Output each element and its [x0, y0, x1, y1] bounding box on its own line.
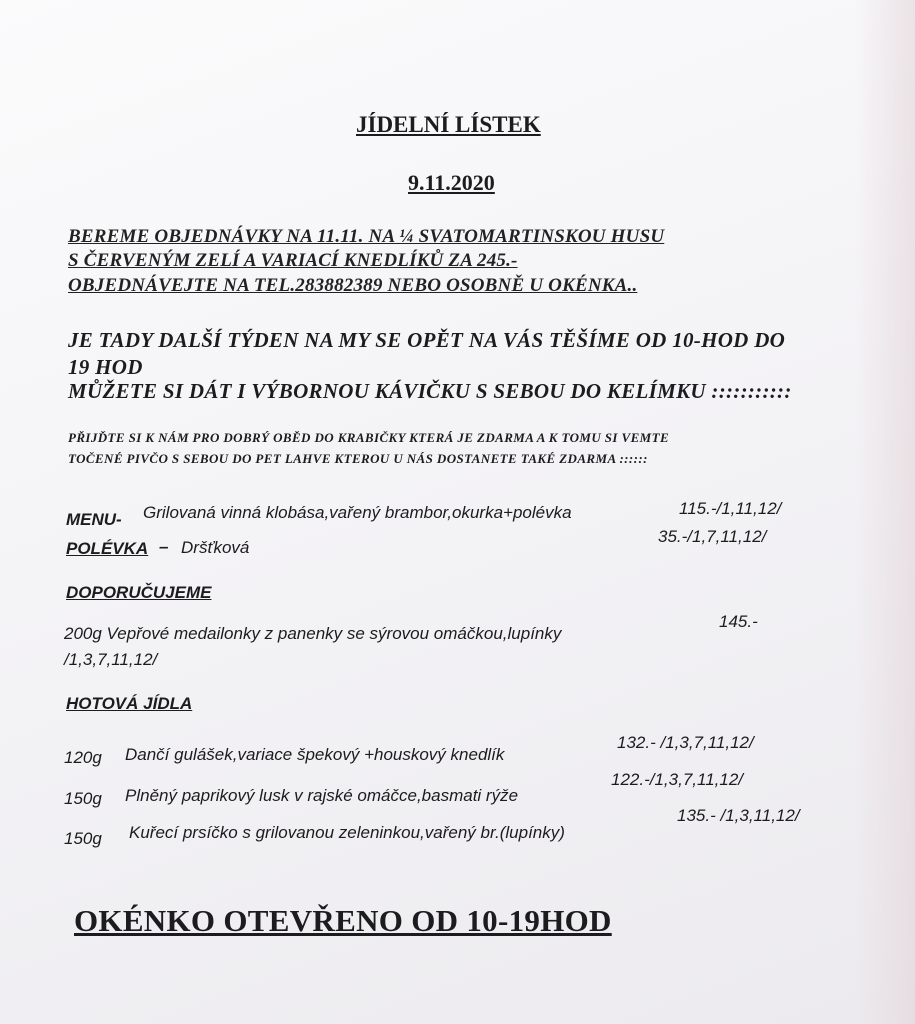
menu-price: 115.-/1,11,12/: [679, 499, 782, 518]
opening-hours-footer: OKÉNKO OTEVŘENO OD 10-19HOD: [74, 903, 612, 938]
meal-2-weight: 150g: [64, 789, 102, 808]
recommend-allergens: /1,3,7,11,12/: [64, 650, 158, 669]
ready-meals-header: HOTOVÁ JÍDLA: [66, 694, 193, 713]
soup-dash: –: [159, 537, 169, 556]
soup-price: 35.-/1,7,11,12/: [658, 527, 767, 546]
notice-line-2: S ČERVENÝM ZELÍ A VARIACÍ KNEDLÍKŮ ZA 245.-: [68, 250, 518, 271]
meal-1-weight: 120g: [64, 748, 102, 767]
message-line-2: 19 HOD: [68, 355, 143, 379]
meal-3-price: 135.- /1,3,11,12/: [677, 806, 800, 825]
paper-edge-shadow: [855, 0, 915, 1024]
meal-1-price: 132.- /1,3,7,11,12/: [617, 733, 754, 752]
menu-title: JÍDELNÍ LÍSTEK: [356, 112, 541, 137]
notice-line-3: OBJEDNÁVEJTE NA TEL.283882389 NEBO OSOBNĚ U OKÉNKA..: [68, 275, 638, 296]
notice-line-1: BEREME OBJEDNÁVKY NA 11.11. NA ¼ SVATOMARTINSKOU HUSU: [68, 226, 665, 247]
recommend-price: 145.-: [719, 612, 758, 631]
meal-3-weight: 150g: [64, 829, 102, 848]
meal-2-dish: Plněný paprikový lusk v rajské omáčce,basmati rýže: [125, 786, 519, 805]
menu-dish: Grilovaná vinná klobása,vařený brambor,okurka+polévka: [143, 503, 572, 522]
soup-dish: Dršťková: [181, 538, 250, 557]
message-line-3: MŮŽETE SI DÁT I VÝBORNOU KÁVIČKU S SEBOU DO KELÍMKU :::::::::::: [68, 379, 792, 403]
menu-date: 9.11.2020: [408, 170, 495, 195]
message-line-1: JE TADY DALŠÍ TÝDEN NA MY SE OPĚT NA VÁS TĚŠÍME OD 10-HOD DO: [68, 328, 786, 352]
recommend-header: DOPORUČUJEME: [66, 583, 212, 602]
soup-label: POLÉVKA: [66, 539, 149, 558]
info-line-2: TOČENÉ PIVČO S SEBOU DO PET LAHVE KTEROU U NÁS DOSTANETE TAKÉ ZDARMA ::::::: [68, 451, 648, 466]
meal-3-dish: Kuřecí prsíčko s grilovanou zeleninkou,vařený br.(lupínky): [129, 823, 565, 842]
meal-1-dish: Dančí gulášek,variace špekový +houskový knedlík: [125, 745, 505, 764]
info-line-1: PŘIJĎTE SI K NÁM PRO DOBRÝ OBĚD DO KRABIČKY KTERÁ JE ZDARMA A K TOMU SI VEMTE: [68, 430, 670, 445]
menu-label: MENU-: [66, 510, 122, 529]
recommend-dish: 200g Vepřové medailonky z panenky se sýrovou omáčkou,lupínky: [64, 624, 562, 643]
meal-2-price: 122.-/1,3,7,11,12/: [611, 770, 744, 789]
